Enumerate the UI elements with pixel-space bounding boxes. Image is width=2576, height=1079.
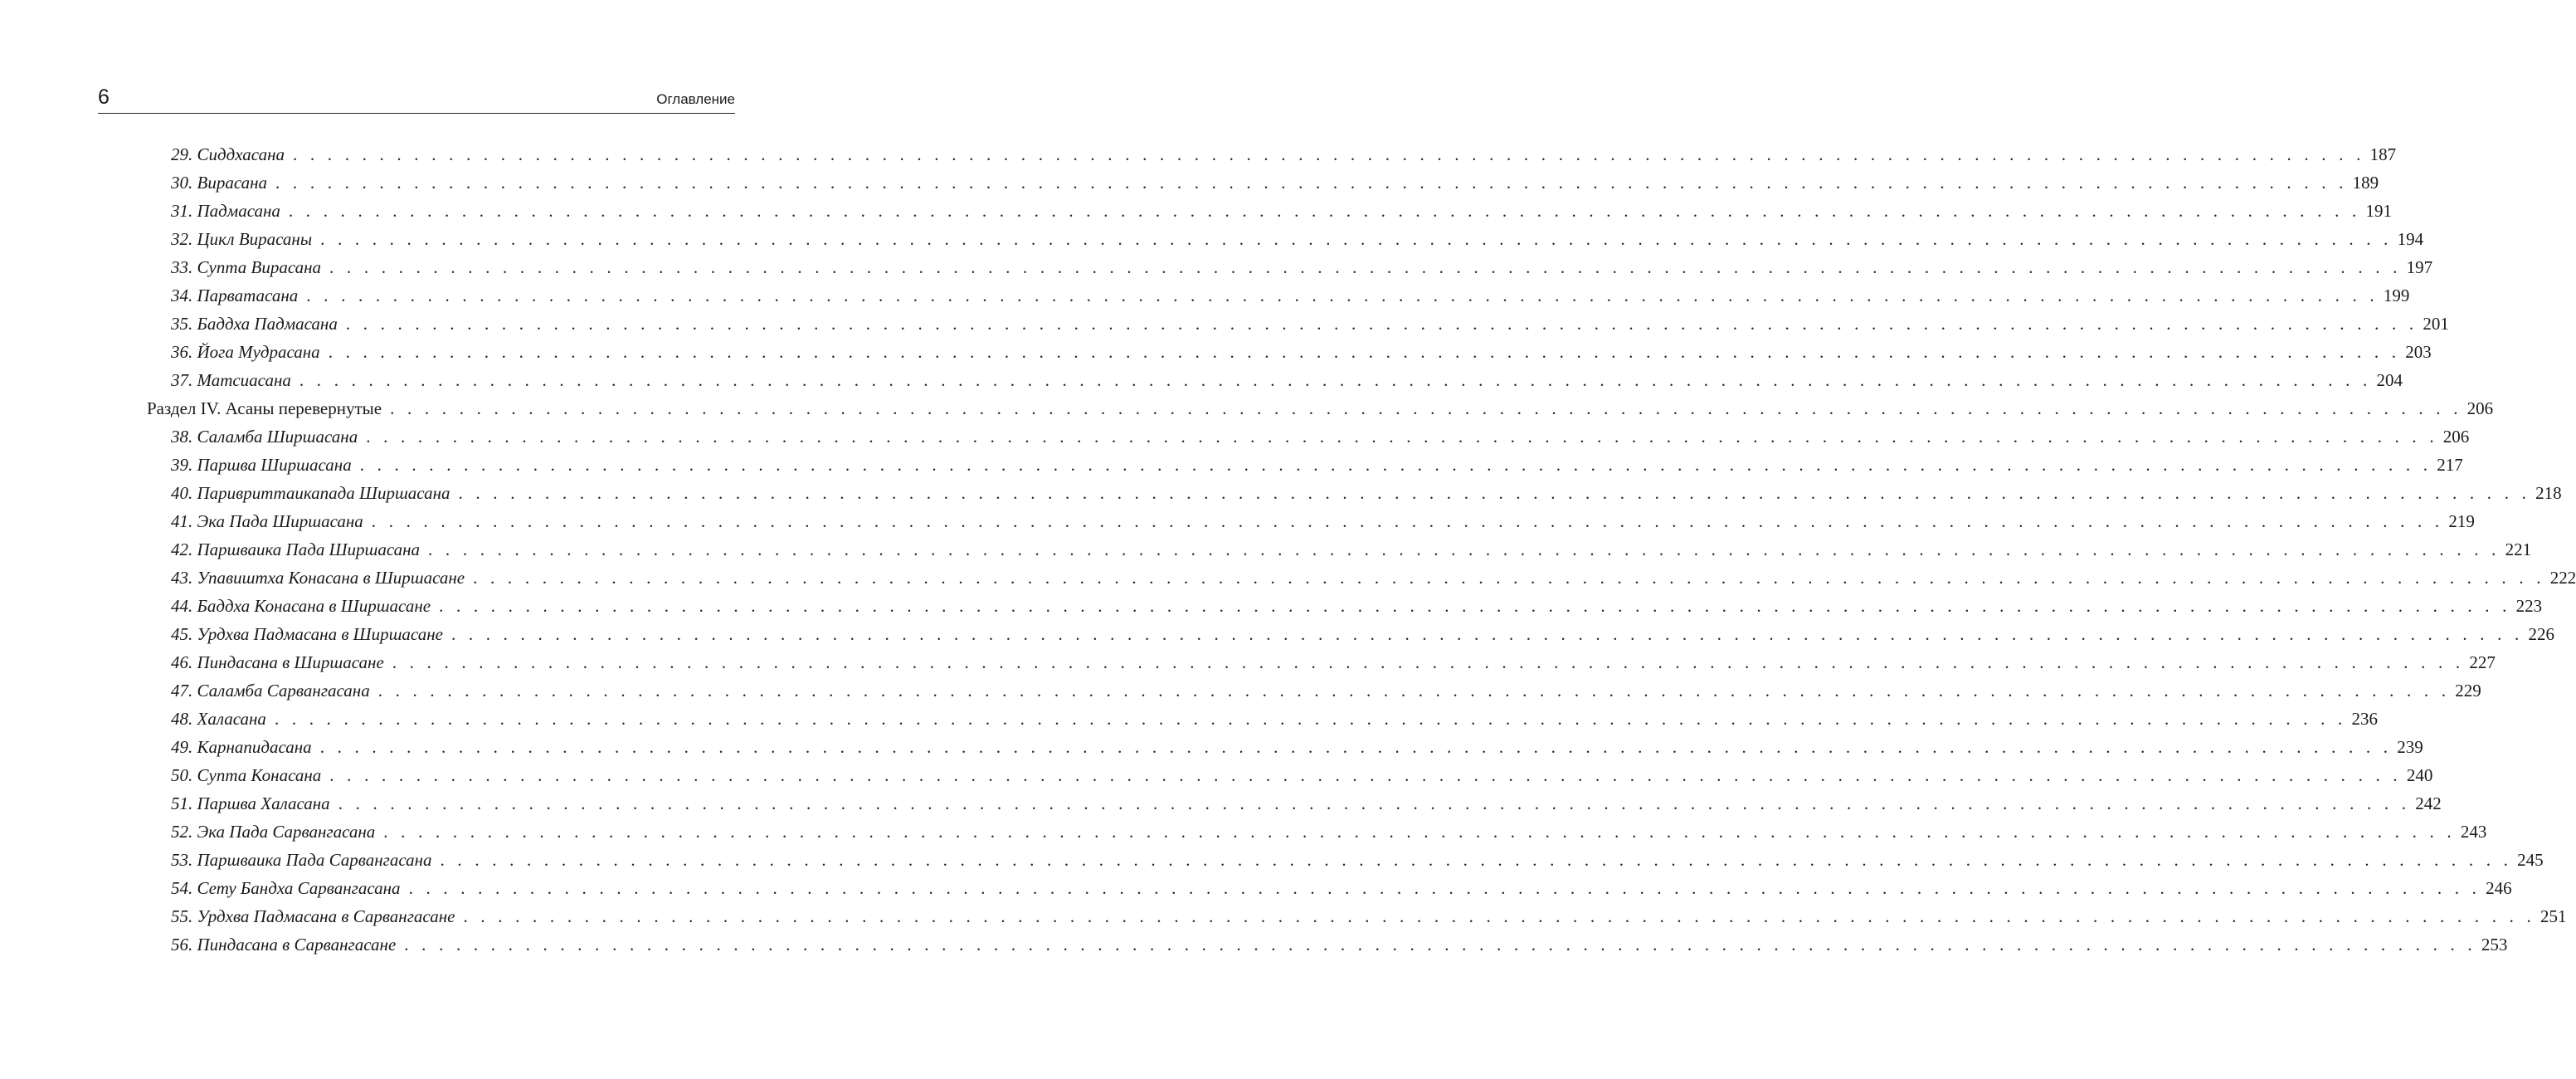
toc-entry-page-number: 191 bbox=[2365, 201, 2392, 221]
toc-entry-page-number: 218 bbox=[2535, 483, 2562, 503]
toc-entry-page-number: 194 bbox=[2397, 229, 2424, 249]
toc-entry-page-number: 189 bbox=[2352, 173, 2379, 193]
toc-entry-page-number: 251 bbox=[2540, 906, 2567, 926]
toc-entry-title: 30. Вирасана bbox=[171, 173, 268, 193]
dot-leader: . . . . . . . . . . . . . . . . . . . . . . . . . . . . . . . . . . . . . . . . . . . . . . . . . . . . . . . . . . . . . . . . . . . . . . . . . . . . . . . . . . . . . . . . . . . . . . . . . . . . . . . . . . . . . . . . . . . . . . . . bbox=[428, 540, 2501, 559]
dot-leader: . . . . . . . . . . . . . . . . . . . . . . . . . . . . . . . . . . . . . . . . . . . . . . . . . . . . . . . . . . . . . . . . . . . . . . . . . . . . . . . . . . . . . . . . . . . . . . . . . . . . . . . . . . . . . . . . . . . . . . . . bbox=[345, 314, 2418, 334]
toc-entry[interactable] bbox=[171, 168, 2379, 197]
toc-entry-title: 49. Карнапидасана bbox=[171, 737, 312, 757]
toc-entry-title: 55. Урдхва Падмасана в Сарвангасане bbox=[171, 906, 455, 926]
toc-entry-title: 44. Баддха Конасана в Ширшасане bbox=[171, 596, 431, 616]
toc-entry[interactable] bbox=[171, 310, 2449, 338]
toc-entry-page-number: 240 bbox=[2406, 765, 2433, 785]
toc-entry-page-number: 203 bbox=[2405, 342, 2432, 362]
toc-entry[interactable] bbox=[171, 422, 2470, 451]
toc-entry-title: 51. Паршва Халасана bbox=[171, 793, 330, 813]
toc-entry-page-number: 199 bbox=[2383, 286, 2410, 305]
dot-leader: . . . . . . . . . . . . . . . . . . . . . . . . . . . . . . . . . . . . . . . . . . . . . . . . . . . . . . . . . . . . . . . . . . . . . . . . . . . . . . . . . . . . . . . . . . . . . . . . . . . . . . . . . . . . . . . . . . . . . . . . bbox=[338, 793, 2411, 813]
toc-entry[interactable] bbox=[171, 253, 2433, 281]
toc-entry-page-number: 239 bbox=[2397, 737, 2423, 757]
toc-entry[interactable] bbox=[171, 676, 2481, 705]
dot-leader: . . . . . . . . . . . . . . . . . . . . . . . . . . . . . . . . . . . . . . . . . . . . . . . . . . . . . . . . . . . . . . . . . . . . . . . . . . . . . . . . . . . . . . . . . . . . . . . . . . . . . . . . . . . . . . . . . . . . . . . . bbox=[458, 483, 2531, 503]
toc-entry-title: 39. Паршва Ширшасана bbox=[171, 455, 352, 475]
toc-entry[interactable] bbox=[171, 140, 2397, 168]
dot-leader: . . . . . . . . . . . . . . . . . . . . . . . . . . . . . . . . . . . . . . . . . . . . . . . . . . . . . . . . . . . . . . . . . . . . . . . . . . . . . . . . . . . . . . . . . . . . . . . . . . . . . . . . . . . . . . . . . . . . . . . . bbox=[299, 370, 2372, 390]
toc-entry[interactable] bbox=[171, 592, 2543, 620]
toc-entry-title: 37. Матсиасана bbox=[171, 370, 291, 390]
toc-entry-title: 40. Паривриттаикапада Ширшасана bbox=[171, 483, 450, 503]
toc-entry-title: 53. Паршваика Пада Сарвангасана bbox=[171, 850, 432, 870]
dot-leader: . . . . . . . . . . . . . . . . . . . . . . . . . . . . . . . . . . . . . . . . . . . . . . . . . . . . . . . . . . . . . . . . . . . . . . . . . . . . . . . . . . . . . . . . . . . . . . . . . . . . . . . . . . . . . . . . . . . . . . . . bbox=[408, 878, 2481, 898]
toc-entry-title: 35. Баддха Падмасана bbox=[171, 314, 338, 334]
toc-entry-page-number: 187 bbox=[2369, 144, 2397, 164]
toc-entry-page-number: 221 bbox=[2505, 540, 2532, 559]
toc-entry-title: 48. Халасана bbox=[171, 709, 266, 729]
toc-entry[interactable] bbox=[171, 535, 2532, 564]
dot-leader: . . . . . . . . . . . . . . . . . . . . . . . . . . . . . . . . . . . . . . . . . . . . . . . . . . . . . . . . . . . . . . . . . . . . . . . . . . . . . . . . . . . . . . . . . . . . . . . . . . . . . . . . . . . . . . . . . . . . . . . . bbox=[463, 906, 2535, 926]
toc-entry[interactable] bbox=[171, 818, 2487, 846]
toc-entry[interactable] bbox=[171, 366, 2403, 394]
toc-entry[interactable] bbox=[171, 705, 2378, 733]
toc-entry[interactable] bbox=[171, 846, 2544, 874]
toc-entry-page-number: 242 bbox=[2415, 793, 2442, 813]
dot-leader: . . . . . . . . . . . . . . . . . . . . . . . . . . . . . . . . . . . . . . . . . . . . . . . . . . . . . . . . . . . . . . . . . . . . . . . . . . . . . . . . . . . . . . . . . . . . . . . . . . . . . . . . . . . . . . . . . . . . . . . . bbox=[440, 850, 2513, 870]
dot-leader: . . . . . . . . . . . . . . . . . . . . . . . . . . . . . . . . . . . . . . . . . . . . . . . . . . . . . . . . . . . . . . . . . . . . . . . . . . . . . . . . . . . . . . . . . . . . . . . . . . . . . . . . . . . . . . . . . . . . . . . . bbox=[306, 286, 2379, 305]
dot-leader: . . . . . . . . . . . . . . . . . . . . . . . . . . . . . . . . . . . . . . . . . . . . . . . . . . . . . . . . . . . . . . . . . . . . . . . . . . . . . . . . . . . . . . . . . . . . . . . . . . . . . . . . . . . . . . . . . . . . . . . . bbox=[359, 455, 2432, 475]
toc-entry-page-number: 206 bbox=[2442, 427, 2470, 447]
toc-entry-page-number: 223 bbox=[2515, 596, 2543, 616]
dot-leader: . . . . . . . . . . . . . . . . . . . . . . . . . . . . . . . . . . . . . . . . . . . . . . . . . . . . . . . . . . . . . . . . . . . . . . . . . . . . . . . . . . . . . . . . . . . . . . . . . . . . . . . . . . . . . . . . . . . . . . . . bbox=[383, 822, 2456, 842]
dot-leader: . . . . . . . . . . . . . . . . . . . . . . . . . . . . . . . . . . . . . . . . . . . . . . . . . . . . . . . . . . . . . . . . . . . . . . . . . . . . . . . . . . . . . . . . . . . . . . . . . . . . . . . . . . . . . . . . . . . . . . . . bbox=[328, 342, 2401, 362]
toc-entry-title: 36. Йога Мудрасана bbox=[171, 342, 320, 362]
dot-leader: . . . . . . . . . . . . . . . . . . . . . . . . . . . . . . . . . . . . . . . . . . . . . . . . . . . . . . . . . . . . . . . . . . . . . . . . . . . . . . . . . . . . . . . . . . . . . . . . . . . . . . . . . . . . . . . . . . . . . . . . bbox=[366, 427, 2438, 447]
toc-entry[interactable] bbox=[171, 338, 2432, 366]
toc-entry[interactable] bbox=[171, 874, 2512, 902]
dot-leader: . . . . . . . . . . . . . . . . . . . . . . . . . . . . . . . . . . . . . . . . . . . . . . . . . . . . . . . . . . . . . . . . . . . . . . . . . . . . . . . . . . . . . . . . . . . . . . . . . . . . . . . . . . . . . . . . . . . . . . . . bbox=[439, 596, 2511, 616]
dot-leader: . . . . . . . . . . . . . . . . . . . . . . . . . . . . . . . . . . . . . . . . . . . . . . . . . . . . . . . . . . . . . . . . . . . . . . . . . . . . . . . . . . . . . . . . . . . . . . . . . . . . . . . . . . . . . . . . . . . . . . . . bbox=[392, 652, 2465, 672]
toc-entry-title: 33. Супта Вирасана bbox=[171, 257, 322, 277]
toc-entry[interactable] bbox=[171, 789, 2442, 818]
dot-leader: . . . . . . . . . . . . . . . . . . . . . . . . . . . . . . . . . . . . . . . . . . . . . . . . . . . . . . . . . . . . . . . . . . . . . . . . . . . . . . . . . . . . . . . . . . . . . . . . . . . . . . . . . . . . . . . . . . . . . . . . bbox=[319, 737, 2393, 757]
toc-entry[interactable] bbox=[171, 451, 2463, 479]
toc-entry-page-number: 253 bbox=[2481, 935, 2508, 954]
toc-entry[interactable] bbox=[171, 761, 2433, 789]
running-header bbox=[98, 83, 735, 114]
toc-entry[interactable] bbox=[171, 281, 2410, 310]
dot-leader: . . . . . . . . . . . . . . . . . . . . . . . . . . . . . . . . . . . . . . . . . . . . . . . . . . . . . . . . . . . . . . . . . . . . . . . . . . . . . . . . . . . . . . . . . . . . . . . . . . . . . . . . . . . . . . . . . . . . . . . . bbox=[450, 624, 2524, 644]
toc-entry-page-number: 227 bbox=[2469, 652, 2496, 672]
toc-entry-page-number: 217 bbox=[2437, 455, 2463, 475]
toc-entry-page-number: 245 bbox=[2517, 850, 2544, 870]
toc-entry-title: Раздел IV. Асаны перевернутые bbox=[147, 398, 382, 418]
toc-entry[interactable] bbox=[171, 620, 2555, 648]
toc-entry-page-number: 236 bbox=[2351, 709, 2378, 729]
toc-entry-page-number: 204 bbox=[2376, 370, 2403, 390]
toc-entry-title: 47. Саламба Сарвангасана bbox=[171, 681, 370, 701]
toc-entry[interactable] bbox=[171, 564, 2576, 592]
dot-leader: . . . . . . . . . . . . . . . . . . . . . . . . . . . . . . . . . . . . . . . . . . . . . . . . . . . . . . . . . . . . . . . . . . . . . . . . . . . . . . . . . . . . . . . . . . . . . . . . . . . . . . . . . . . . . . . . . . . . . . . . bbox=[274, 709, 2347, 729]
toc-entry-page-number: 197 bbox=[2406, 257, 2433, 277]
toc-entry-page-number: 229 bbox=[2455, 681, 2481, 701]
dot-leader: . . . . . . . . . . . . . . . . . . . . . . . . . . . . . . . . . . . . . . . . . . . . . . . . . . . . . . . . . . . . . . . . . . . . . . . . . . . . . . . . . . . . . . . . . . . . . . . . . . . . . . . . . . . . . . . . . . . . . . . . bbox=[275, 173, 2348, 193]
toc-entry-title: 54. Сету Бандха Сарвангасана bbox=[171, 878, 401, 898]
toc-entry[interactable] bbox=[171, 479, 2562, 507]
toc-entry-page-number: 246 bbox=[2486, 878, 2512, 898]
toc-entry-title: 34. Парватасана bbox=[171, 286, 299, 305]
page-number: 6 bbox=[98, 85, 110, 109]
dot-leader: . . . . . . . . . . . . . . . . . . . . . . . . . . . . . . . . . . . . . . . . . . . . . . . . . . . . . . . . . . . . . . . . . . . . . . . . . . . . . . . . . . . . . . . . . . . . . . . . . . . . . . . . . . . . . . . . . . . . . . . . bbox=[329, 257, 2402, 277]
running-title: Оглавление bbox=[656, 91, 735, 107]
dot-leader: . . . . . . . . . . . . . . . . . . . . . . . . . . . . . . . . . . . . . . . . . . . . . . . . . . . . . . . . . . . . . . . . . . . . . . . . . . . . . . . . . . . . . . . . . . . . . . . . . . . . . . . . . . . . . . . . . . . . . . . . bbox=[377, 681, 2451, 701]
toc-section-entry[interactable] bbox=[147, 394, 2494, 422]
table-of-contents bbox=[0, 140, 2576, 959]
toc-entry-page-number: 243 bbox=[2460, 822, 2487, 842]
toc-entry-title: 52. Эка Пада Сарвангасана bbox=[171, 822, 376, 842]
toc-entry[interactable] bbox=[171, 197, 2392, 225]
toc-entry-title: 46. Пиндасана в Ширшасане bbox=[171, 652, 384, 672]
toc-entry[interactable] bbox=[171, 902, 2567, 930]
dot-leader: . . . . . . . . . . . . . . . . . . . . . . . . . . . . . . . . . . . . . . . . . . . . . . . . . . . . . . . . . . . . . . . . . . . . . . . . . . . . . . . . . . . . . . . . . . . . . . . . . . . . . . . . . . . . . . . . . . . . . . . . bbox=[371, 511, 2444, 531]
dot-leader: . . . . . . . . . . . . . . . . . . . . . . . . . . . . . . . . . . . . . . . . . . . . . . . . . . . . . . . . . . . . . . . . . . . . . . . . . . . . . . . . . . . . . . . . . . . . . . . . . . . . . . . . . . . . . . . . . . . . . . . . bbox=[288, 201, 2361, 221]
toc-entry-page-number: 226 bbox=[2528, 624, 2555, 644]
toc-entry[interactable] bbox=[171, 225, 2424, 253]
toc-entry-title: 29. Сиддхасана bbox=[171, 144, 285, 164]
toc-entry[interactable] bbox=[171, 507, 2475, 535]
toc-entry-title: 42. Паршваика Пада Ширшасана bbox=[171, 540, 421, 559]
dot-leader: . . . . . . . . . . . . . . . . . . . . . . . . . . . . . . . . . . . . . . . . . . . . . . . . . . . . . . . . . . . . . . . . . . . . . . . . . . . . . . . . . . . . . . . . . . . . . . . . . . . . . . . . . . . . . . . . . . . . . . . . bbox=[329, 765, 2402, 785]
toc-entry-page-number: 222 bbox=[2549, 568, 2576, 588]
toc-entry-title: 50. Супта Конасана bbox=[171, 765, 322, 785]
toc-entry-page-number: 201 bbox=[2423, 314, 2449, 334]
dot-leader: . . . . . . . . . . . . . . . . . . . . . . . . . . . . . . . . . . . . . . . . . . . . . . . . . . . . . . . . . . . . . . . . . . . . . . . . . . . . . . . . . . . . . . . . . . . . . . . . . . . . . . . . . . . . . . . . . . . . . . . . bbox=[293, 144, 2365, 164]
toc-entry[interactable] bbox=[171, 648, 2496, 676]
dot-leader: . . . . . . . . . . . . . . . . . . . . . . . . . . . . . . . . . . . . . . . . . . . . . . . . . . . . . . . . . . . . . . . . . . . . . . . . . . . . . . . . . . . . . . . . . . . . . . . . . . . . . . . . . . . . . . . . . . . . . . . . bbox=[473, 568, 2545, 588]
toc-entry-title: 38. Саламба Ширшасана bbox=[171, 427, 358, 447]
toc-entry-title: 43. Упавиштха Конасана в Ширшасане bbox=[171, 568, 465, 588]
toc-entry[interactable] bbox=[171, 930, 2508, 959]
toc-entry-title: 41. Эка Пада Ширшасана bbox=[171, 511, 363, 531]
toc-entry-page-number: 206 bbox=[2466, 398, 2494, 418]
toc-entry-page-number: 219 bbox=[2448, 511, 2475, 531]
toc-entry-title: 31. Падмасана bbox=[171, 201, 280, 221]
toc-entry[interactable] bbox=[171, 733, 2423, 761]
toc-entry-title: 32. Цикл Вирасаны bbox=[171, 229, 313, 249]
toc-entry-title: 45. Урдхва Падмасана в Ширшасане bbox=[171, 624, 443, 644]
dot-leader: . . . . . . . . . . . . . . . . . . . . . . . . . . . . . . . . . . . . . . . . . . . . . . . . . . . . . . . . . . . . . . . . . . . . . . . . . . . . . . . . . . . . . . . . . . . . . . . . . . . . . . . . . . . . . . . . . . . . . . . . bbox=[320, 229, 2393, 249]
dot-leader: . . . . . . . . . . . . . . . . . . . . . . . . . . . . . . . . . . . . . . . . . . . . . . . . . . . . . . . . . . . . . . . . . . . . . . . . . . . . . . . . . . . . . . . . . . . . . . . . . . . . . . . . . . . . . . . . . . . . . . . . bbox=[404, 935, 2476, 954]
toc-entry-title: 56. Пиндасана в Сарвангасане bbox=[171, 935, 397, 954]
dot-leader: . . . . . . . . . . . . . . . . . . . . . . . . . . . . . . . . . . . . . . . . . . . . . . . . . . . . . . . . . . . . . . . . . . . . . . . . . . . . . . . . . . . . . . . . . . . . . . . . . . . . . . . . . . . . . . . . . . . . . . . . bbox=[390, 398, 2462, 418]
